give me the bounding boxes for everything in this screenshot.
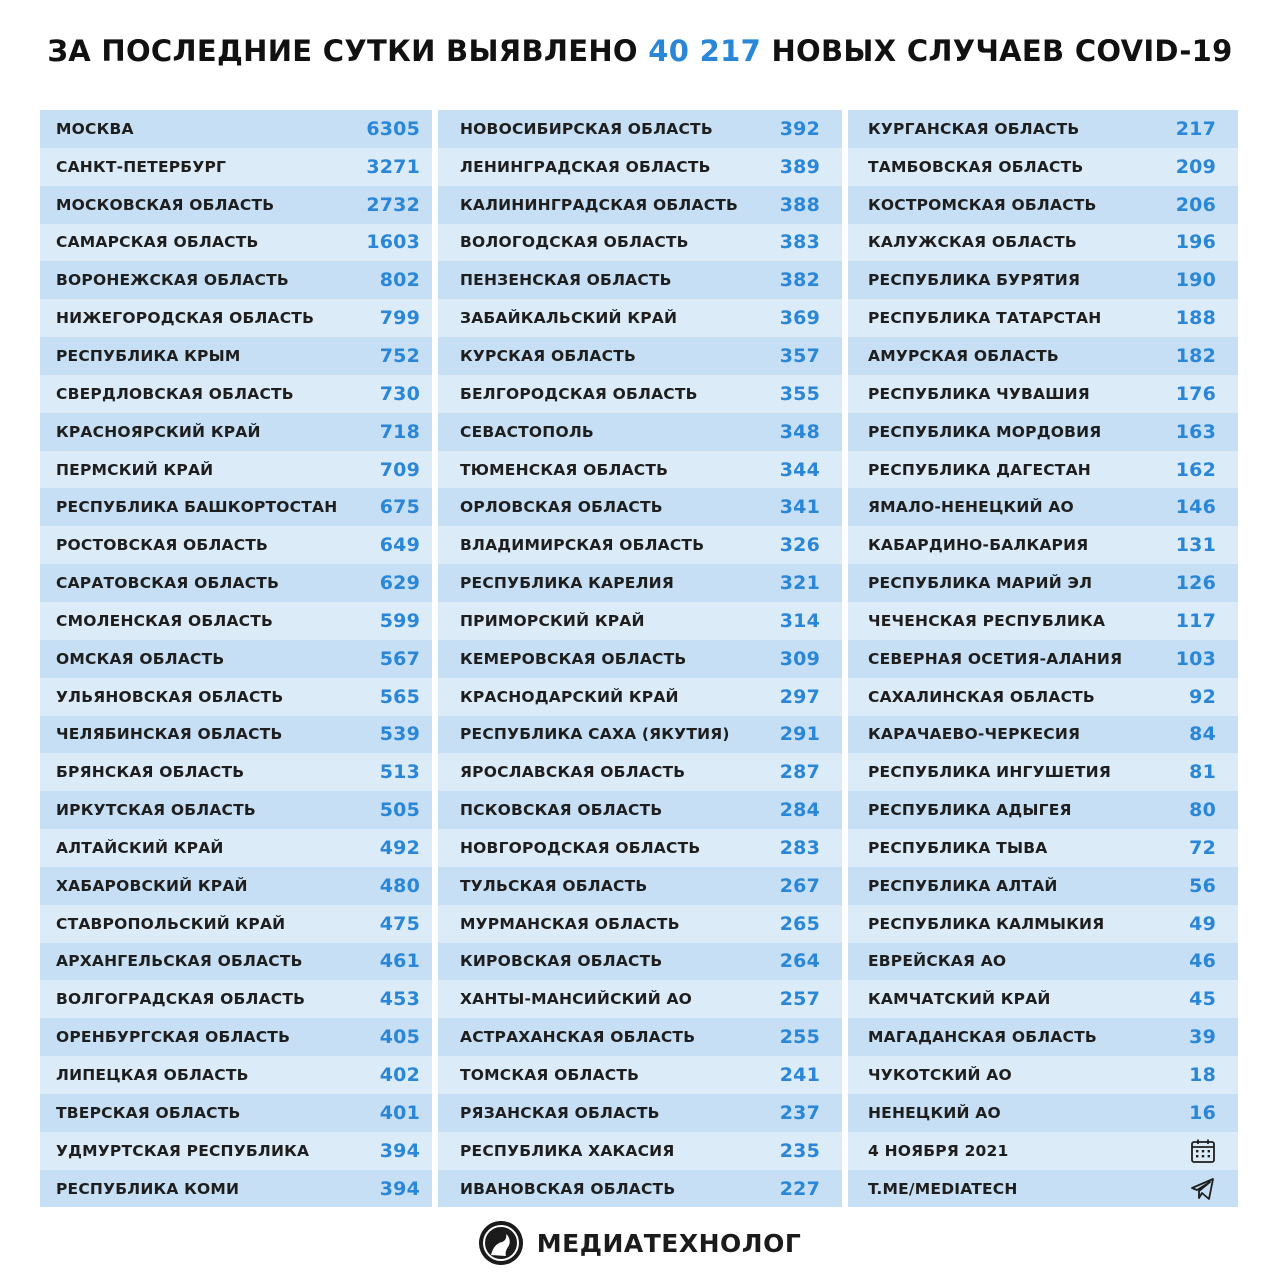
region-name: ТУЛЬСКАЯ ОБЛАСТЬ: [460, 876, 648, 895]
case-count: 718: [379, 420, 420, 443]
table-row: [40, 1170, 432, 1208]
region-name: ТОМСКАЯ ОБЛАСТЬ: [460, 1066, 640, 1085]
column-3: [848, 110, 1238, 1207]
region-name: КЕМЕРОВСКАЯ ОБЛАСТЬ: [460, 649, 687, 668]
region-name: ХАБАРОВСКИЙ КРАЙ: [56, 876, 248, 895]
region-name: СВЕРДЛОВСКАЯ ОБЛАСТЬ: [56, 384, 294, 403]
footer: [0, 1218, 1280, 1268]
region-name: РЕСПУБЛИКА ТАТАРСТАН: [868, 309, 1102, 328]
table-row: [438, 1132, 842, 1170]
table-row: [40, 224, 432, 262]
table-row: [40, 640, 432, 678]
table-row: [438, 716, 842, 754]
case-count: 117: [1175, 609, 1216, 632]
table-row: [438, 526, 842, 564]
case-count: 206: [1175, 193, 1216, 216]
case-count: 326: [779, 534, 820, 557]
case-count: 394: [379, 1139, 420, 1162]
region-name: АРХАНГЕЛЬСКАЯ ОБЛАСТЬ: [56, 952, 303, 971]
region-name: РЕСПУБЛИКА ИНГУШЕТИЯ: [868, 763, 1111, 782]
table-row: [848, 602, 1238, 640]
case-count: 675: [379, 496, 420, 519]
region-name: РЕСПУБЛИКА ТЫВА: [868, 838, 1048, 857]
region-name: СМОЛЕНСКАЯ ОБЛАСТЬ: [56, 611, 274, 630]
region-name: ЕВРЕЙСКАЯ АО: [868, 952, 1007, 971]
region-name: ЧЕЧЕНСКАЯ РЕСПУБЛИКА: [868, 611, 1106, 630]
case-count: 314: [779, 609, 820, 632]
table-row: [848, 829, 1238, 867]
region-name: ВОЛОГОДСКАЯ ОБЛАСТЬ: [460, 233, 689, 252]
table-row: [848, 980, 1238, 1018]
case-count: 103: [1175, 647, 1216, 670]
table-row: [438, 602, 842, 640]
region-name: АСТРАХАНСКАЯ ОБЛАСТЬ: [460, 1028, 696, 1047]
table-row: [40, 980, 432, 1018]
case-count: 235: [779, 1139, 820, 1162]
region-name: САМАРСКАЯ ОБЛАСТЬ: [56, 233, 259, 252]
case-count: 80: [1189, 799, 1216, 822]
case-count: 264: [779, 950, 820, 973]
region-name: КОСТРОМСКАЯ ОБЛАСТЬ: [868, 195, 1097, 214]
table-row: [848, 905, 1238, 943]
case-count: 45: [1189, 988, 1216, 1011]
table-row: [438, 1056, 842, 1094]
region-name: ВЛАДИМИРСКАЯ ОБЛАСТЬ: [460, 536, 705, 555]
table-row: [40, 905, 432, 943]
page-title: [0, 34, 1280, 68]
case-count: 46: [1189, 950, 1216, 973]
table-row: [40, 867, 432, 905]
region-name: НОВОСИБИРСКАЯ ОБЛАСТЬ: [460, 119, 713, 138]
region-name: РЕСПУБЛИКА АДЫГЕЯ: [868, 801, 1072, 820]
table-row: [438, 678, 842, 716]
case-count: 348: [779, 420, 820, 443]
table-row: [40, 299, 432, 337]
region-name: РЕСПУБЛИКА АЛТАЙ: [868, 876, 1058, 895]
table-row: [438, 451, 842, 489]
case-count: 394: [379, 1177, 420, 1200]
region-name: СЕВАСТОПОЛЬ: [460, 422, 594, 441]
table-row: [438, 640, 842, 678]
regions-table: [40, 110, 1238, 1207]
region-name: ЧЕЛЯБИНСКАЯ ОБЛАСТЬ: [56, 725, 283, 744]
table-row: [40, 337, 432, 375]
case-count: 513: [379, 761, 420, 784]
case-count: 355: [779, 382, 820, 405]
region-name: РЯЗАНСКАЯ ОБЛАСТЬ: [460, 1103, 660, 1122]
table-row: [438, 337, 842, 375]
case-count: 730: [379, 382, 420, 405]
case-count: 190: [1175, 269, 1216, 292]
table-row: [848, 1094, 1238, 1132]
case-count: 453: [379, 988, 420, 1011]
case-count: 649: [379, 534, 420, 557]
column-1: [40, 110, 432, 1207]
table-row: [40, 526, 432, 564]
table-row: [438, 488, 842, 526]
case-count: 475: [379, 912, 420, 935]
mediatechnolog-logo-icon: [479, 1221, 523, 1265]
case-count: 567: [379, 647, 420, 670]
region-name: T.ME/MEDIATECH: [868, 1179, 1018, 1198]
case-count: 389: [779, 155, 820, 178]
region-name: РЕСПУБЛИКА КРЫМ: [56, 346, 241, 365]
table-row: [848, 716, 1238, 754]
table-row: [848, 753, 1238, 791]
case-count: 539: [379, 723, 420, 746]
region-name: БЕЛГОРОДСКАЯ ОБЛАСТЬ: [460, 384, 698, 403]
region-name: УЛЬЯНОВСКАЯ ОБЛАСТЬ: [56, 687, 284, 706]
table-row: [438, 791, 842, 829]
table-row: [438, 224, 842, 262]
case-count: 237: [779, 1101, 820, 1124]
table-row: [40, 1094, 432, 1132]
table-row: [438, 905, 842, 943]
table-row: [848, 1018, 1238, 1056]
region-name: ЧУКОТСКИЙ АО: [868, 1066, 1012, 1085]
title-number: 40 217: [648, 34, 762, 68]
case-count: 176: [1175, 382, 1216, 405]
region-name: КАМЧАТСКИЙ КРАЙ: [868, 990, 1051, 1009]
region-name: МУРМАНСКАЯ ОБЛАСТЬ: [460, 914, 680, 933]
case-count: 1603: [366, 231, 420, 254]
case-count: 92: [1189, 685, 1216, 708]
column-2: [438, 110, 842, 1207]
region-name: СТАВРОПОЛЬСКИЙ КРАЙ: [56, 914, 286, 933]
case-count: 461: [379, 950, 420, 973]
case-count: 72: [1189, 836, 1216, 859]
region-name: НИЖЕГОРОДСКАЯ ОБЛАСТЬ: [56, 309, 315, 328]
case-count: 799: [379, 307, 420, 330]
table-row: [438, 299, 842, 337]
calendar-icon: [1190, 1138, 1216, 1164]
region-name: РЕСПУБЛИКА КАЛМЫКИЯ: [868, 914, 1105, 933]
table-row: [848, 1170, 1238, 1208]
table-row: [848, 148, 1238, 186]
table-row: [848, 299, 1238, 337]
case-count: 18: [1189, 1064, 1216, 1087]
region-name: РЕСПУБЛИКА БАШКОРТОСТАН: [56, 498, 338, 517]
region-name: ОРЛОВСКАЯ ОБЛАСТЬ: [460, 498, 663, 517]
table-row: [438, 148, 842, 186]
region-name: ЗАБАЙКАЛЬСКИЙ КРАЙ: [460, 309, 678, 328]
region-name: РЕСПУБЛИКА ХАКАСИЯ: [460, 1141, 675, 1160]
table-row: [438, 375, 842, 413]
table-row: [848, 375, 1238, 413]
case-count: 227: [779, 1177, 820, 1200]
case-count: 382: [779, 269, 820, 292]
case-count: 49: [1189, 912, 1216, 935]
case-count: 217: [1175, 117, 1216, 140]
case-count: 146: [1175, 496, 1216, 519]
case-count: 565: [379, 685, 420, 708]
case-count: 209: [1175, 155, 1216, 178]
table-row: [40, 716, 432, 754]
region-name: ХАНТЫ-МАНСИЙСКИЙ АО: [460, 990, 693, 1009]
case-count: 3271: [366, 155, 420, 178]
table-row: [438, 261, 842, 299]
telegram-icon[interactable]: [1190, 1176, 1216, 1202]
table-row: [848, 1132, 1238, 1170]
table-row: [848, 261, 1238, 299]
case-count: 284: [779, 799, 820, 822]
region-name: КРАСНОДАРСКИЙ КРАЙ: [460, 687, 679, 706]
region-name: РЕСПУБЛИКА БУРЯТИЯ: [868, 271, 1081, 290]
region-name: ТЮМЕНСКАЯ ОБЛАСТЬ: [460, 460, 669, 479]
region-name: 4 НОЯБРЯ 2021: [868, 1141, 1009, 1160]
case-count: 162: [1175, 458, 1216, 481]
case-count: 321: [779, 572, 820, 595]
case-count: 369: [779, 307, 820, 330]
case-count: 405: [379, 1026, 420, 1049]
region-name: РЕСПУБЛИКА КАРЕЛИЯ: [460, 574, 674, 593]
region-name: ИВАНОВСКАЯ ОБЛАСТЬ: [460, 1179, 676, 1198]
region-name: НОВГОРОДСКАЯ ОБЛАСТЬ: [460, 838, 701, 857]
table-row: [848, 337, 1238, 375]
region-name: ЯМАЛО-НЕНЕЦКИЙ АО: [868, 498, 1074, 517]
region-name: НЕНЕЦКИЙ АО: [868, 1103, 1001, 1122]
region-name: ЯРОСЛАВСКАЯ ОБЛАСТЬ: [460, 763, 686, 782]
region-name: КАЛИНИНГРАДСКАЯ ОБЛАСТЬ: [460, 195, 739, 214]
table-row: [40, 148, 432, 186]
case-count: 344: [779, 458, 820, 481]
table-row: [438, 943, 842, 981]
case-count: 255: [779, 1026, 820, 1049]
table-row: [438, 829, 842, 867]
region-name: МОСКОВСКАЯ ОБЛАСТЬ: [56, 195, 275, 214]
region-name: КАБАРДИНО-БАЛКАРИЯ: [868, 536, 1089, 555]
table-row: [848, 110, 1238, 148]
region-name: ТВЕРСКАЯ ОБЛАСТЬ: [56, 1103, 241, 1122]
case-count: 709: [379, 458, 420, 481]
case-count: 283: [779, 836, 820, 859]
case-count: 383: [779, 231, 820, 254]
table-row: [40, 451, 432, 489]
table-row: [40, 413, 432, 451]
table-row: [848, 640, 1238, 678]
region-name: РЕСПУБЛИКА МАРИЙ ЭЛ: [868, 574, 1093, 593]
region-name: ИРКУТСКАЯ ОБЛАСТЬ: [56, 801, 256, 820]
case-count: 505: [379, 799, 420, 822]
region-name: КИРОВСКАЯ ОБЛАСТЬ: [460, 952, 663, 971]
case-count: 126: [1175, 572, 1216, 595]
table-row: [848, 451, 1238, 489]
table-row: [40, 564, 432, 602]
region-name: ВОРОНЕЖСКАЯ ОБЛАСТЬ: [56, 271, 289, 290]
region-name: УДМУРТСКАЯ РЕСПУБЛИКА: [56, 1141, 310, 1160]
table-row: [848, 488, 1238, 526]
case-count: 81: [1189, 761, 1216, 784]
case-count: 6305: [366, 117, 420, 140]
table-row: [40, 261, 432, 299]
region-name: САНКТ-ПЕТЕРБУРГ: [56, 157, 227, 176]
region-name: РЕСПУБЛИКА ДАГЕСТАН: [868, 460, 1091, 479]
region-name: ОМСКАЯ ОБЛАСТЬ: [56, 649, 225, 668]
case-count: 39: [1189, 1026, 1216, 1049]
case-count: 297: [779, 685, 820, 708]
table-row: [848, 564, 1238, 602]
region-name: ПЕНЗЕНСКАЯ ОБЛАСТЬ: [460, 271, 672, 290]
region-name: САХАЛИНСКАЯ ОБЛАСТЬ: [868, 687, 1095, 706]
table-row: [848, 224, 1238, 262]
case-count: 265: [779, 912, 820, 935]
region-name: АЛТАЙСКИЙ КРАЙ: [56, 838, 224, 857]
table-row: [40, 943, 432, 981]
case-count: 291: [779, 723, 820, 746]
table-row: [40, 1018, 432, 1056]
table-row: [848, 413, 1238, 451]
region-name: РЕСПУБЛИКА КОМИ: [56, 1179, 240, 1198]
region-name: ПЕРМСКИЙ КРАЙ: [56, 460, 214, 479]
table-row: [848, 678, 1238, 716]
region-name: РЕСПУБЛИКА САХА (ЯКУТИЯ): [460, 725, 730, 744]
title-after: НОВЫХ СЛУЧАЕВ COVID-19: [771, 34, 1233, 68]
case-count: 287: [779, 761, 820, 784]
region-name: КУРГАНСКАЯ ОБЛАСТЬ: [868, 119, 1080, 138]
table-row: [40, 488, 432, 526]
table-row: [40, 110, 432, 148]
case-count: 241: [779, 1064, 820, 1087]
case-count: 480: [379, 874, 420, 897]
region-name: АМУРСКАЯ ОБЛАСТЬ: [868, 346, 1059, 365]
case-count: 309: [779, 647, 820, 670]
table-row: [40, 602, 432, 640]
region-name: ОРЕНБУРГСКАЯ ОБЛАСТЬ: [56, 1028, 291, 1047]
table-row: [438, 753, 842, 791]
case-count: 196: [1175, 231, 1216, 254]
region-name: ЛИПЕЦКАЯ ОБЛАСТЬ: [56, 1066, 249, 1085]
case-count: 802: [379, 269, 420, 292]
table-row: [40, 375, 432, 413]
table-row: [438, 186, 842, 224]
case-count: 402: [379, 1064, 420, 1087]
case-count: 2732: [366, 193, 420, 216]
case-count: 267: [779, 874, 820, 897]
table-row: [438, 413, 842, 451]
table-row: [438, 564, 842, 602]
case-count: 16: [1189, 1101, 1216, 1124]
table-row: [848, 186, 1238, 224]
case-count: 182: [1175, 344, 1216, 367]
region-name: МАГАДАНСКАЯ ОБЛАСТЬ: [868, 1028, 1097, 1047]
case-count: 257: [779, 988, 820, 1011]
case-count: 388: [779, 193, 820, 216]
table-row: [848, 867, 1238, 905]
region-name: КАЛУЖСКАЯ ОБЛАСТЬ: [868, 233, 1077, 252]
region-name: РЕСПУБЛИКА МОРДОВИЯ: [868, 422, 1102, 441]
table-row: [438, 110, 842, 148]
case-count: 599: [379, 609, 420, 632]
case-count: 357: [779, 344, 820, 367]
case-count: 188: [1175, 307, 1216, 330]
case-count: 163: [1175, 420, 1216, 443]
region-name: САРАТОВСКАЯ ОБЛАСТЬ: [56, 574, 280, 593]
table-row: [848, 526, 1238, 564]
case-count: 401: [379, 1101, 420, 1124]
region-name: КРАСНОЯРСКИЙ КРАЙ: [56, 422, 261, 441]
case-count: 84: [1189, 723, 1216, 746]
table-row: [40, 753, 432, 791]
region-name: РЕСПУБЛИКА ЧУВАШИЯ: [868, 384, 1090, 403]
case-count: 56: [1189, 874, 1216, 897]
region-name: РОСТОВСКАЯ ОБЛАСТЬ: [56, 536, 269, 555]
title-before: ЗА ПОСЛЕДНИЕ СУТКИ ВЫЯВЛЕНО: [47, 34, 638, 68]
table-row: [438, 867, 842, 905]
table-row: [848, 943, 1238, 981]
case-count: 341: [779, 496, 820, 519]
table-row: [438, 980, 842, 1018]
table-row: [848, 791, 1238, 829]
case-count: 392: [779, 117, 820, 140]
brand-name: МЕДИАТЕХНОЛОГ: [536, 1228, 802, 1258]
region-name: ТАМБОВСКАЯ ОБЛАСТЬ: [868, 157, 1084, 176]
table-row: [438, 1094, 842, 1132]
table-row: [438, 1018, 842, 1056]
table-row: [40, 1056, 432, 1094]
region-name: МОСКВА: [56, 119, 134, 138]
table-row: [438, 1170, 842, 1208]
region-name: СЕВЕРНАЯ ОСЕТИЯ-АЛАНИЯ: [868, 649, 1123, 668]
region-name: БРЯНСКАЯ ОБЛАСТЬ: [56, 763, 245, 782]
case-count: 492: [379, 836, 420, 859]
region-name: ЛЕНИНГРАДСКАЯ ОБЛАСТЬ: [460, 157, 711, 176]
table-row: [848, 1056, 1238, 1094]
case-count: 629: [379, 572, 420, 595]
region-name: ПРИМОРСКИЙ КРАЙ: [460, 611, 645, 630]
table-row: [40, 829, 432, 867]
region-name: КУРСКАЯ ОБЛАСТЬ: [460, 346, 636, 365]
table-row: [40, 791, 432, 829]
case-count: 131: [1175, 534, 1216, 557]
table-row: [40, 678, 432, 716]
table-row: [40, 1132, 432, 1170]
region-name: КАРАЧАЕВО-ЧЕРКЕСИЯ: [868, 725, 1081, 744]
table-row: [40, 186, 432, 224]
case-count: 752: [379, 344, 420, 367]
region-name: ПСКОВСКАЯ ОБЛАСТЬ: [460, 801, 663, 820]
region-name: ВОЛГОГРАДСКАЯ ОБЛАСТЬ: [56, 990, 306, 1009]
